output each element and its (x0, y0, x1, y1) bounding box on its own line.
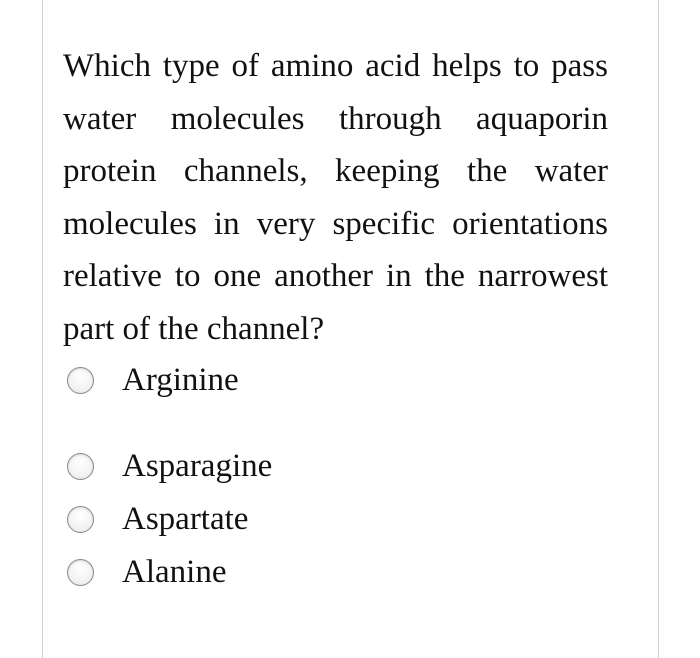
question-text: Which type of amino acid helps to pass water molecules through aquaporin protein channels, keeping the water molecules in very specific orientations relative to one another in the narrowest part of the channel? (63, 48, 608, 347)
answer-option-alanine[interactable] (63, 552, 226, 592)
answer-option-arginine[interactable] (63, 360, 239, 400)
option-label: Alanine (122, 553, 227, 590)
answer-option-asparagine[interactable] (63, 446, 272, 486)
radio-button[interactable] (67, 367, 94, 394)
option-label: Aspartate (122, 500, 249, 537)
radio-button[interactable] (67, 453, 94, 480)
answer-option-aspartate[interactable] (63, 499, 248, 539)
radio-button[interactable] (67, 506, 94, 533)
radio-button[interactable] (67, 559, 94, 586)
option-label: Asparagine (122, 447, 273, 484)
question-card (42, 0, 659, 658)
option-label: Arginine (122, 361, 239, 398)
